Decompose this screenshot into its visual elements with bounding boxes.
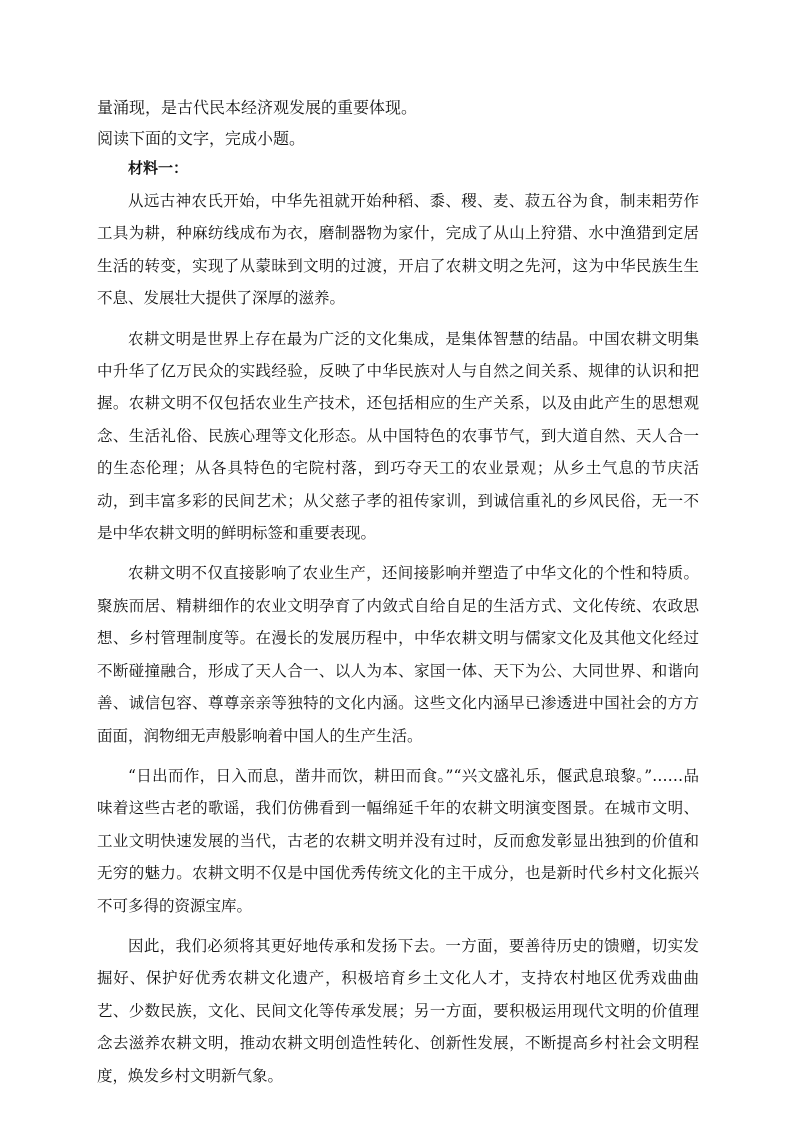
paragraph-2: 农耕文明是世界上存在最为广泛的文化集成，是集体智慧的结晶。中国农耕文明集中升华了亿万民众的实践经验，反映了中华民族对人与自然之间关系、规律的认识和把握。农耕文明不仅包括农业生产技术，还包括相应的生产关系，以及由此产生的思想观念、生活礼俗、民族心理等文化形态。从中国特色的农事节气，到大道自然、天人合一的生态伦理；从各具特色的宅院村落，到巧夺天工的农业景观；从乡土气息的节庆活动，到丰富多彩的民间艺术；从父慈子孝的祖传家训，到诚信重礼的乡风民俗，无一不是中华农耕文明的鲜明标签和重要表现。	[97, 329, 699, 543]
paragraph-3: 农耕文明不仅直接影响了农业生产，还间接影响并塑造了中华文化的个性和特质。聚族而居、精耕细作的农业文明孕育了内敛式自给自足的生活方式、文化传统、农政思想、乡村管理制度等。在漫长的发展历程中，中华农耕文明与儒家文化及其他文化经过不断碰撞融合，形成了天人合一、以人为本、家国一体、天下为公、大同世界、和谐向善、诚信包容、尊尊亲亲等独特的文化内涵。这些文化内涵早已渗透进中国社会的方方面面，润物细无声般影响着中国人的生产生活。	[97, 564, 699, 745]
material-label: 材料一：	[128, 159, 189, 177]
intro-line-1: 量涌现，是古代民本经济观发展的重要体现。	[97, 98, 418, 117]
material-body	[97, 185, 699, 1100]
instruction-line: 阅读下面的文字，完成小题。	[97, 129, 306, 148]
paragraph-1: 从远古神农氏开始，中华先祖就开始种稻、黍、稷、麦、菽五谷为食，制耒耜劳作工具为耕，种麻纺线成布为衣，磨制器物为家什，完成了从山上狩猎、水中渔猎到定居生活的转变，实现了从蒙昧到文明的过渡，开启了农耕文明之先河，这为中华民族生生不息、发展壮大提供了深厚的滋养。	[97, 192, 699, 308]
paragraph-4: “日出而作，日入而息，凿井而饮，耕田而食。”“兴文盛礼乐，偃武息琅黎。”……品味着这些古老的歌谣，我们仿佛看到一幅绵延千年的农耕文明演变图景。在城市文明、工业文明快速发展的当代，古老的农耕文明并没有过时，反而愈发彰显出独到的价值和无穷的魅力。农耕文明不仅是中国优秀传统文化的主干成分，也是新时代乡村文化振兴不可多得的资源宝库。	[97, 766, 699, 915]
paragraph-5: 因此，我们必须将其更好地传承和发扬下去。一方面，要善待历史的馈赠，切实发掘好、保护好优秀农耕文化遗产，积极培育乡土文化人才，支持农村地区优秀戏曲曲艺、少数民族，文化、民间文化等传承发展；另一方面，要积极运用现代文明的价值理念去滋养农耕文明，推动农耕文明创造性转化、创新性发展，不断提高乡村社会文明程度，焕发乡村文明新气象。	[97, 936, 699, 1085]
